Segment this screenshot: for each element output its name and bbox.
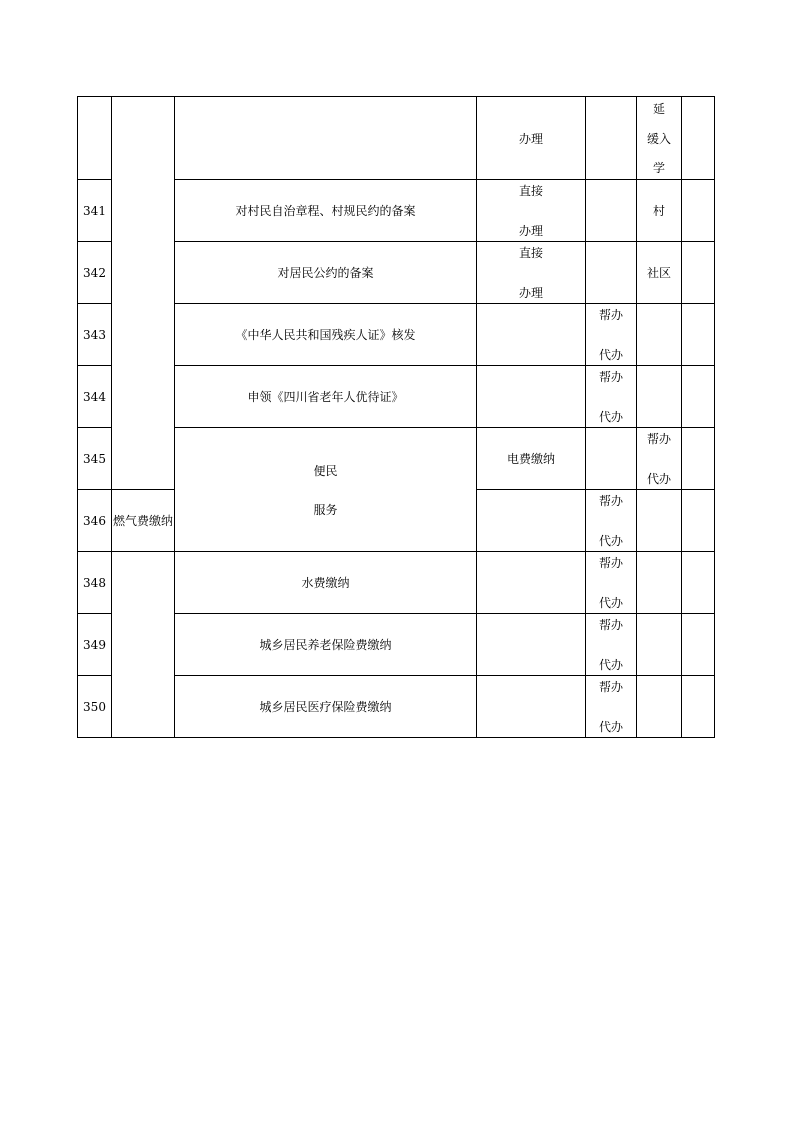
row-number: 343 bbox=[78, 304, 112, 366]
method-top: 直接 bbox=[518, 245, 543, 260]
item-name: 电费缴纳 bbox=[477, 428, 586, 490]
method-bottom: 办理 bbox=[518, 285, 543, 300]
help-bottom: 代办 bbox=[598, 719, 623, 734]
location-line: 延 bbox=[652, 102, 665, 116]
help-top: 帮办 bbox=[598, 307, 623, 322]
extra-cell bbox=[682, 242, 715, 304]
method-cell bbox=[477, 676, 586, 738]
category-line: 服务 bbox=[313, 502, 338, 517]
row-number: 350 bbox=[78, 676, 112, 738]
help-cell bbox=[586, 490, 637, 552]
row-number: 341 bbox=[78, 180, 112, 242]
item-name: 《中华人民共和国残疾人证》核发 bbox=[175, 304, 477, 366]
row-number: 348 bbox=[78, 552, 112, 614]
extra-cell bbox=[682, 552, 715, 614]
location-cell bbox=[637, 97, 682, 180]
help-cell bbox=[586, 242, 637, 304]
item-name: 燃气费缴纳 bbox=[112, 490, 175, 552]
table-row bbox=[78, 552, 715, 614]
row-number: 345 bbox=[78, 428, 112, 490]
item-name: 对居民公约的备案 bbox=[175, 242, 477, 304]
location: 社区 bbox=[637, 242, 682, 304]
table-row bbox=[78, 97, 715, 180]
help-bottom: 代办 bbox=[598, 409, 623, 424]
location-line: 缓入 bbox=[646, 131, 671, 146]
method-cell bbox=[477, 552, 586, 614]
location-line: 学 bbox=[652, 161, 665, 175]
item-name: 申领《四川省老年人优待证》 bbox=[175, 366, 477, 428]
method-cell bbox=[586, 428, 637, 490]
method-bottom: 办理 bbox=[518, 223, 543, 238]
help-cell bbox=[586, 614, 637, 676]
method-cell bbox=[477, 304, 586, 366]
row-number: 346 bbox=[78, 490, 112, 552]
extra-cell bbox=[682, 304, 715, 366]
help-top: 帮办 bbox=[598, 493, 623, 508]
location-cell bbox=[682, 428, 715, 490]
help-cell bbox=[586, 552, 637, 614]
extra-cell bbox=[682, 180, 715, 242]
method-cell bbox=[477, 97, 586, 180]
help-cell bbox=[586, 180, 637, 242]
item-cell bbox=[175, 97, 477, 180]
item-name: 城乡居民养老保险费缴纳 bbox=[175, 614, 477, 676]
method-cell bbox=[477, 242, 586, 304]
help-cell bbox=[586, 676, 637, 738]
help-cell bbox=[586, 304, 637, 366]
help-bottom: 代办 bbox=[598, 533, 623, 548]
help-top: 帮办 bbox=[598, 679, 623, 694]
help-cell bbox=[586, 366, 637, 428]
category-cell bbox=[112, 552, 175, 738]
method-cell bbox=[477, 614, 586, 676]
method-cell bbox=[477, 366, 586, 428]
extra-cell bbox=[682, 490, 715, 552]
location: 村 bbox=[637, 180, 682, 242]
method-cell bbox=[477, 180, 586, 242]
extra-cell bbox=[682, 366, 715, 428]
help-top: 帮办 bbox=[598, 555, 623, 570]
location-cell bbox=[637, 490, 682, 552]
location-cell bbox=[637, 614, 682, 676]
help-bottom: 代办 bbox=[598, 347, 623, 362]
help-bottom: 代办 bbox=[646, 471, 671, 486]
help-top: 帮办 bbox=[598, 617, 623, 632]
help-bottom: 代办 bbox=[598, 657, 623, 672]
help-top: 帮办 bbox=[598, 369, 623, 384]
row-number: 342 bbox=[78, 242, 112, 304]
location-cell bbox=[637, 366, 682, 428]
item-name: 城乡居民医疗保险费缴纳 bbox=[175, 676, 477, 738]
location-cell bbox=[637, 304, 682, 366]
location-cell bbox=[637, 676, 682, 738]
location-cell bbox=[637, 552, 682, 614]
extra-cell bbox=[682, 97, 715, 180]
num-cell bbox=[78, 97, 112, 180]
help-bottom: 代办 bbox=[598, 595, 623, 610]
extra-cell bbox=[682, 676, 715, 738]
item-name: 对村民自治章程、村规民约的备案 bbox=[175, 180, 477, 242]
method-text: 办理 bbox=[518, 131, 543, 146]
row-number: 344 bbox=[78, 366, 112, 428]
item-name: 水费缴纳 bbox=[175, 552, 477, 614]
service-table bbox=[77, 96, 715, 738]
category-line: 便民 bbox=[313, 463, 338, 478]
category-cell bbox=[112, 97, 175, 490]
help-cell bbox=[586, 97, 637, 180]
row-number: 349 bbox=[78, 614, 112, 676]
method-cell bbox=[477, 490, 586, 552]
method-top: 直接 bbox=[518, 183, 543, 198]
category-cell bbox=[175, 428, 477, 552]
help-top: 帮办 bbox=[646, 431, 671, 446]
help-cell bbox=[637, 428, 682, 490]
extra-cell bbox=[682, 614, 715, 676]
